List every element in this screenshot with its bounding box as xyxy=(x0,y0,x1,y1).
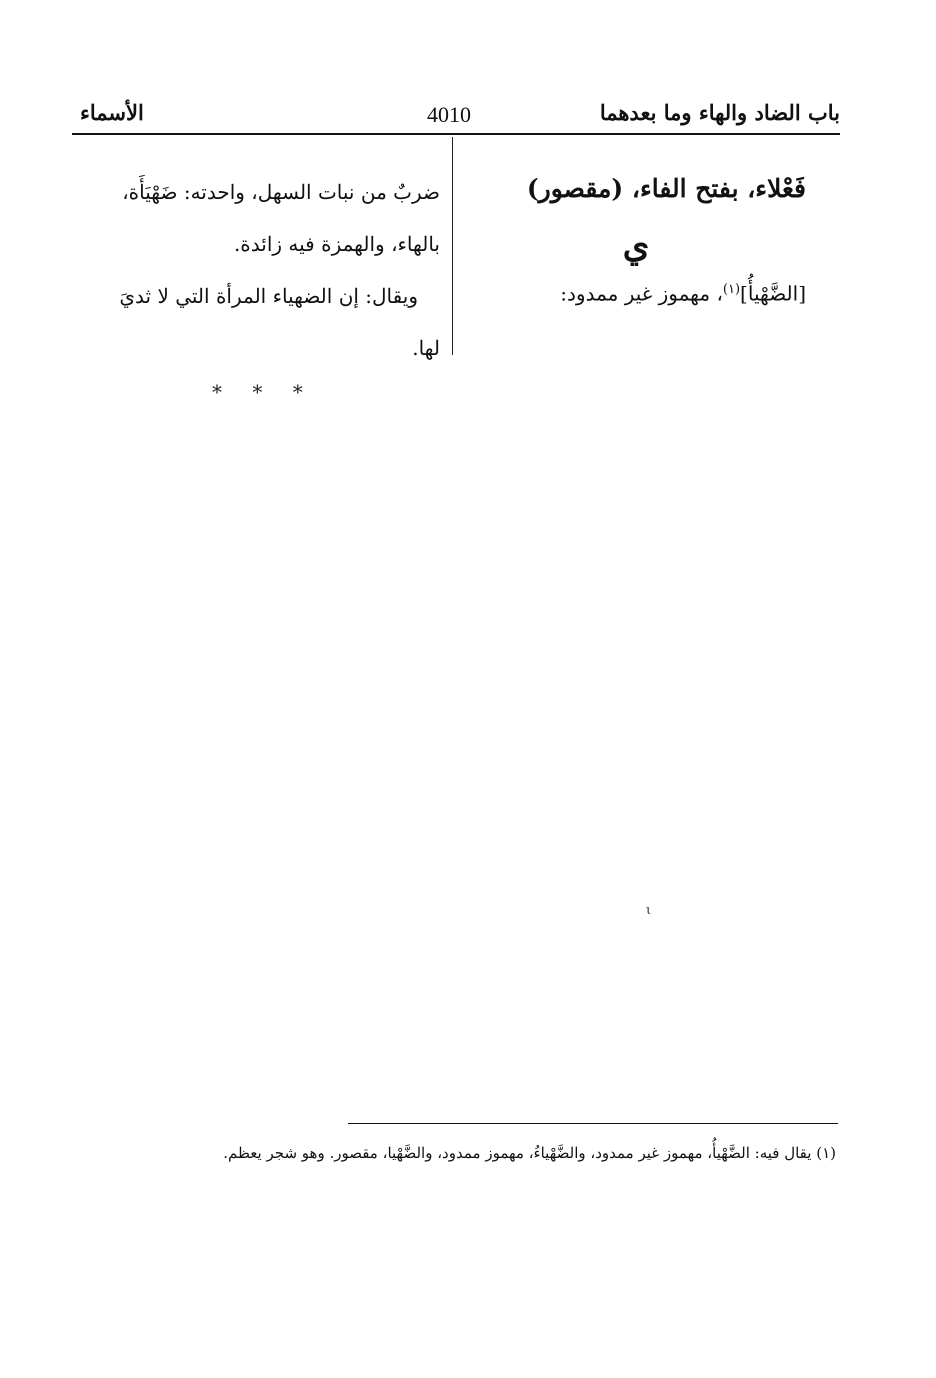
footnote: (١) يقال فيه: الضَّهْيأُ، مهموز غير ممدود، والضَّهْياءُ، مهموز ممدود، والضَّهْيا، مقصور. وهو شجر يعظم. xyxy=(223,1144,836,1162)
section-separator: * * * xyxy=(212,380,315,404)
entry-headword-line xyxy=(466,274,806,310)
entry-headword: [الضَّهْيأُ] xyxy=(740,281,806,306)
pattern-heading: فَعْلاء، بفتح الفاء، (مقصور) xyxy=(526,174,806,203)
definition-line-1: ضربٌ من نبات السهل، واحدته: ضَهْيَأَة، xyxy=(122,180,440,204)
definition-line-4: لها. xyxy=(412,336,440,360)
chapter-title: باب الضاد والهاء وما بعدهما xyxy=(599,100,840,125)
right-column xyxy=(466,168,806,310)
section-title: الأسماء xyxy=(80,100,144,125)
column-divider xyxy=(452,137,453,355)
page-number: 4010 xyxy=(427,102,471,127)
stray-mark: ι xyxy=(646,903,652,918)
definition-line-2: بالهاء، والهمزة فيه زائدة. xyxy=(233,232,440,256)
entry-description: ، مهموز غير ممدود: xyxy=(560,281,723,306)
left-column xyxy=(76,166,440,374)
definition-line-3: ويقال: إن الضهياء المرأة التي لا ثديَ xyxy=(119,284,418,308)
footnote-rule xyxy=(348,1123,838,1124)
letter-heading: ي xyxy=(622,226,650,266)
footnote-ref[interactable]: (١) xyxy=(722,282,741,297)
running-header xyxy=(72,96,840,136)
header-rule xyxy=(72,133,840,135)
